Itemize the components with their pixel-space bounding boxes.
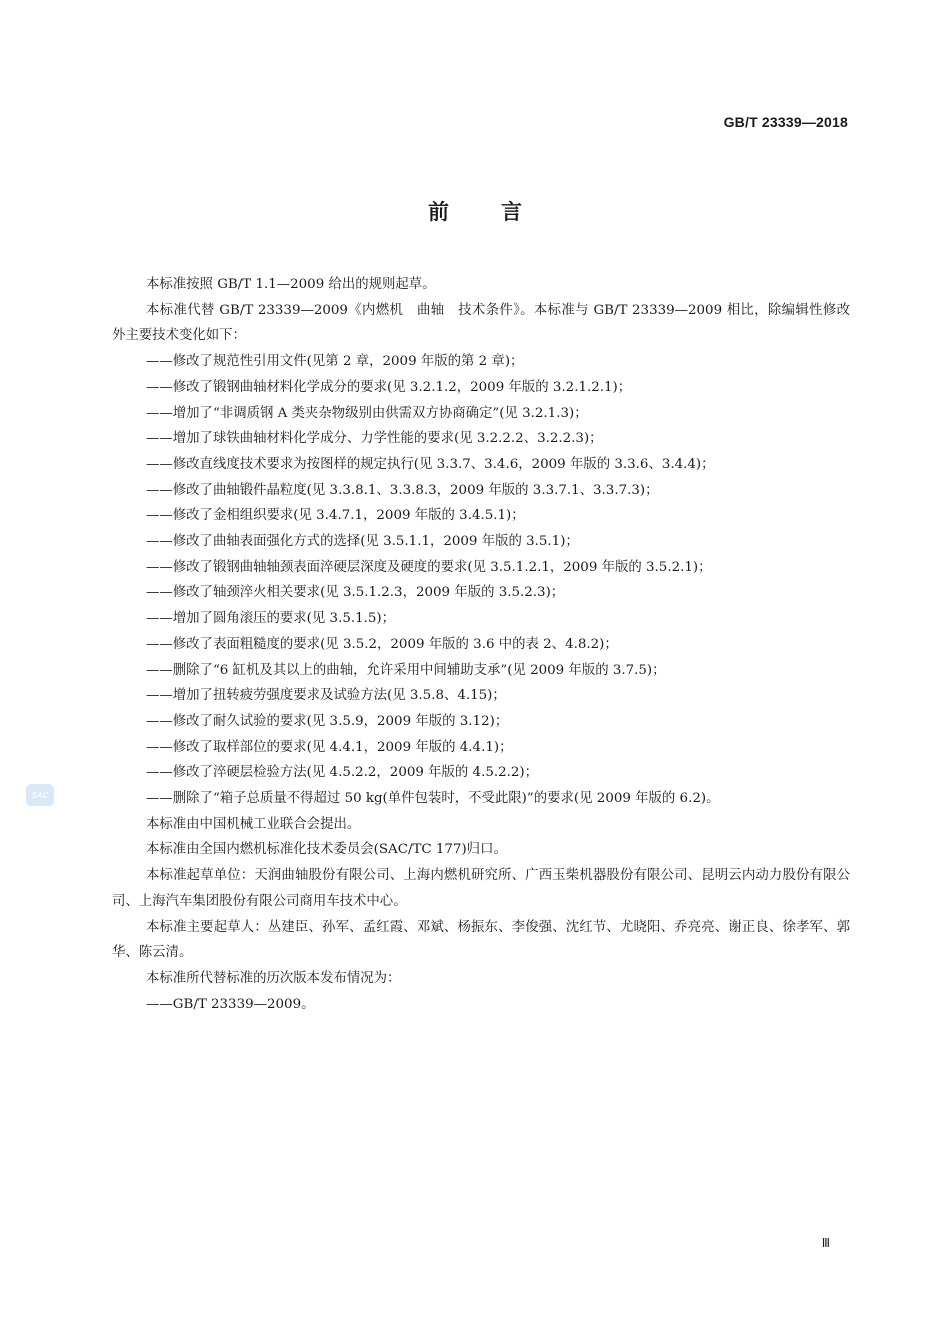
- list-item: ——GB/T 23339—2009。: [146, 996, 315, 1012]
- paragraph: 本标准所代替标准的历次版本发布情况为：: [146, 970, 401, 986]
- list-item: ——修改了锻钢曲轴轴颈表面淬硬层深度及硬度的要求(见 3.5.1.2.1，2009 年版的 3.5.2.1)；: [146, 559, 712, 575]
- list-item: ——增加了圆角滚压的要求(见 3.5.1.5)；: [146, 611, 396, 627]
- list-item: ——修改了耐久试验的要求(见 3.5.9，2009 年版的 3.12)；: [146, 713, 509, 729]
- paragraph: 本标准由全国内燃机标准化技术委员会(SAC/TC 177)归口。: [146, 842, 507, 858]
- list-item: ——修改了锻钢曲轴材料化学成分的要求(见 3.2.1.2，2009 年版的 3.2.1.2.1)；: [146, 379, 632, 395]
- list-item: ——增加了扭转疲劳强度要求及试验方法(见 3.5.8、4.15)；: [146, 688, 506, 704]
- paragraph: 本标准代替 GB/T 23339—2009《内燃机 曲轴 技术条件》。本标准与 GB/T 23339—2009 相比，除编辑性修改外主要技术变化如下：: [112, 302, 850, 344]
- watermark-text: SAC: [31, 790, 49, 800]
- list-item: ——删除了“6 缸机及其以上的曲轴，允许采用中间辅助支承”(见 2009 年版的 3.7.5)；: [146, 662, 666, 678]
- paragraph: 本标准起草单位：天润曲轴股份有限公司、上海内燃机研究所、广西玉柴机器股份有限公司、昆明云内动力股份有限公司、上海汽车集团股份有限公司商用车技术中心。: [112, 868, 850, 909]
- list-item: ——增加了球铁曲轴材料化学成分、力学性能的要求(见 3.2.2.2、3.2.2.3)；: [146, 431, 603, 447]
- foreword-body: [112, 272, 850, 1017]
- page-number: Ⅲ: [821, 1236, 830, 1250]
- list-item: ——修改了轴颈淬火相关要求(见 3.5.1.2.3，2009 年版的 3.5.2.3)；: [146, 585, 565, 601]
- list-item: ——修改了淬硬层检验方法(见 4.5.2.2，2009 年版的 4.5.2.2)；: [146, 765, 539, 781]
- paragraph: 本标准按照 GB/T 1.1—2009 给出的规则起草。: [146, 277, 436, 292]
- list-item: ——修改了金相组织要求(见 3.4.7.1，2009 年版的 3.4.5.1)；: [146, 508, 525, 524]
- list-item: ——修改了表面粗糙度的要求(见 3.5.2，2009 年版的 3.6 中的表 2、4.8.2)；: [146, 636, 618, 652]
- paragraph: 本标准主要起草人：丛建臣、孙军、孟红霞、邓斌、杨振东、李俊强、沈红节、尤晓阳、乔亮亮、谢正良、徐孝军、郭华、陈云清。: [112, 919, 850, 961]
- list-item: ——增加了“非调质钢 A 类夹杂物级别由供需双方协商确定”(见 3.2.1.3)；: [146, 405, 588, 421]
- page-title: 前言: [428, 199, 574, 224]
- list-item: ——修改了曲轴锻件晶粒度(见 3.3.8.1、3.3.8.3，2009 年版的 3.3.7.1、3.3.7.3)；: [146, 482, 659, 498]
- list-item: ——修改了规范性引用文件(见第 2 章，2009 年版的第 2 章)；: [146, 354, 524, 370]
- list-item: ——修改了曲轴表面强化方式的选择(见 3.5.1.1，2009 年版的 3.5.1)；: [146, 534, 579, 550]
- list-item: ——修改了取样部位的要求(见 4.4.1，2009 年版的 4.4.1)；: [146, 739, 513, 755]
- standard-code: GB/T 23339—2018: [723, 114, 848, 130]
- changes-list: [112, 349, 850, 812]
- sac-watermark-icon: [26, 784, 54, 806]
- paragraph: 本标准由中国机械工业联合会提出。: [146, 816, 361, 832]
- list-item: ——删除了“箱子总质量不得超过 50 kg(单件包装时，不受此限)”的要求(见 2009 年版的 6.2)。: [146, 791, 720, 807]
- list-item: ——修改直线度技术要求为按图样的规定执行(见 3.3.7、3.4.6，2009 年版的 3.3.6、3.4.4)；: [146, 456, 715, 472]
